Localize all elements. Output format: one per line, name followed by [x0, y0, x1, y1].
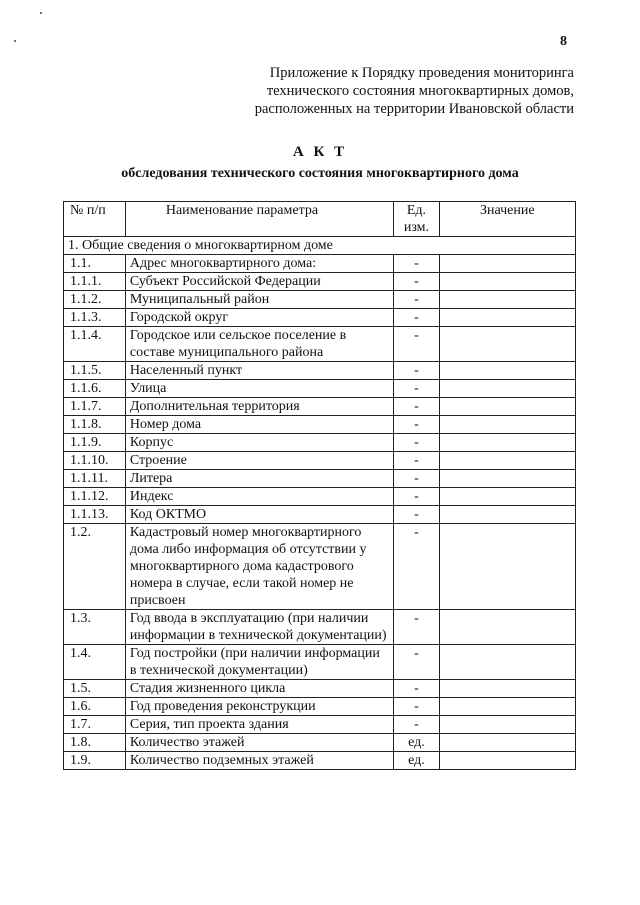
table-row	[64, 380, 576, 398]
row-number: 1.1.2.	[64, 291, 126, 309]
table-row	[64, 309, 576, 327]
row-value	[439, 255, 576, 273]
row-number: 1.1.1.	[64, 273, 126, 291]
row-unit: -	[394, 506, 439, 524]
row-value	[439, 680, 576, 698]
row-parameter: Адрес многоквартирного дома:	[125, 255, 394, 273]
appendix-line: Приложение к Порядку проведения мониторинга	[269, 65, 574, 81]
row-unit: -	[394, 327, 439, 362]
row-parameter: Год проведения реконструкции	[125, 698, 394, 716]
section-row	[64, 237, 576, 255]
row-number: 1.1.12.	[64, 488, 126, 506]
row-value	[439, 380, 576, 398]
header-number: № п/п	[64, 202, 126, 237]
row-value	[439, 716, 576, 734]
row-unit: -	[394, 309, 439, 327]
row-number: 1.9.	[64, 752, 126, 770]
page-number: 8	[560, 34, 567, 49]
row-parameter: Кадастровый номер многоквартирного дома либо информация об отсутствии у многоквартирного дома кадастрового номера в случае, если такой номер не присвоен	[125, 524, 394, 610]
table-row	[64, 452, 576, 470]
row-number: 1.3.	[64, 610, 126, 645]
scan-speck	[14, 40, 16, 42]
row-parameter: Муниципальный район	[125, 291, 394, 309]
row-number: 1.1.7.	[64, 398, 126, 416]
scan-speck	[40, 12, 42, 14]
row-parameter: Количество этажей	[125, 734, 394, 752]
row-parameter: Количество подземных этажей	[125, 752, 394, 770]
row-parameter: Индекс	[125, 488, 394, 506]
row-unit: -	[394, 488, 439, 506]
row-value	[439, 506, 576, 524]
row-number: 1.8.	[64, 734, 126, 752]
row-value	[439, 734, 576, 752]
table-row	[64, 416, 576, 434]
table-row	[64, 327, 576, 362]
row-value	[439, 434, 576, 452]
row-number: 1.7.	[64, 716, 126, 734]
row-number: 1.1.10.	[64, 452, 126, 470]
table-row	[64, 398, 576, 416]
row-number: 1.5.	[64, 680, 126, 698]
row-number: 1.1.4.	[64, 327, 126, 362]
row-value	[439, 291, 576, 309]
row-parameter: Номер дома	[125, 416, 394, 434]
row-parameter: Код ОКТМО	[125, 506, 394, 524]
document-subtitle: обследования технического состояния многоквартирного дома	[121, 166, 519, 181]
table-row	[64, 470, 576, 488]
row-number: 1.1.8.	[64, 416, 126, 434]
row-number: 1.1.5.	[64, 362, 126, 380]
header-unit: Ед. изм.	[394, 202, 439, 237]
row-number: 1.1.11.	[64, 470, 126, 488]
table-row	[64, 680, 576, 698]
row-value	[439, 752, 576, 770]
row-unit: -	[394, 470, 439, 488]
row-parameter: Литера	[125, 470, 394, 488]
row-number: 1.1.9.	[64, 434, 126, 452]
row-unit: -	[394, 698, 439, 716]
table-row	[64, 434, 576, 452]
row-parameter: Городской округ	[125, 309, 394, 327]
row-unit: -	[394, 362, 439, 380]
header-value: Значение	[439, 202, 576, 237]
row-unit: -	[394, 255, 439, 273]
table-row	[64, 506, 576, 524]
row-parameter: Субъект Российской Федерации	[125, 273, 394, 291]
table-row	[64, 488, 576, 506]
row-value	[439, 488, 576, 506]
row-value	[439, 645, 576, 680]
table-row	[64, 524, 576, 610]
row-unit: -	[394, 680, 439, 698]
parameters-table	[63, 201, 576, 770]
table-header-row	[64, 202, 576, 237]
row-value	[439, 698, 576, 716]
row-parameter: Корпус	[125, 434, 394, 452]
row-unit: -	[394, 610, 439, 645]
row-value	[439, 398, 576, 416]
table-row	[64, 362, 576, 380]
row-value	[439, 273, 576, 291]
row-value	[439, 610, 576, 645]
row-parameter: Год ввода в эксплуатацию (при наличии информации в технической документации)	[125, 610, 394, 645]
section-title: 1. Общие сведения о многоквартирном доме	[64, 237, 576, 255]
appendix-line: расположенных на территории Ивановской области	[254, 101, 574, 117]
row-number: 1.1.13.	[64, 506, 126, 524]
row-number: 1.6.	[64, 698, 126, 716]
row-value	[439, 524, 576, 610]
row-number: 1.1.	[64, 255, 126, 273]
row-parameter: Серия, тип проекта здания	[125, 716, 394, 734]
row-unit: ед.	[394, 752, 439, 770]
row-value	[439, 452, 576, 470]
table-row	[64, 255, 576, 273]
table-row	[64, 645, 576, 680]
table-row	[64, 716, 576, 734]
row-unit: -	[394, 416, 439, 434]
row-unit: -	[394, 716, 439, 734]
table-row	[64, 698, 576, 716]
table-row	[64, 273, 576, 291]
row-parameter: Улица	[125, 380, 394, 398]
row-unit: -	[394, 434, 439, 452]
table-row	[64, 610, 576, 645]
row-value	[439, 327, 576, 362]
row-unit: -	[394, 452, 439, 470]
document-title: А К Т	[292, 144, 348, 160]
row-parameter: Городское или сельское поселение в составе муниципального района	[125, 327, 394, 362]
row-number: 1.2.	[64, 524, 126, 610]
row-value	[439, 470, 576, 488]
table-row	[64, 291, 576, 309]
row-number: 1.4.	[64, 645, 126, 680]
row-unit: -	[394, 273, 439, 291]
row-number: 1.1.6.	[64, 380, 126, 398]
row-unit: -	[394, 398, 439, 416]
row-number: 1.1.3.	[64, 309, 126, 327]
row-unit: -	[394, 380, 439, 398]
row-parameter: Населенный пункт	[125, 362, 394, 380]
row-value	[439, 362, 576, 380]
row-parameter: Дополнительная территория	[125, 398, 394, 416]
row-value	[439, 309, 576, 327]
row-parameter: Стадия жизненного цикла	[125, 680, 394, 698]
row-value	[439, 416, 576, 434]
row-unit: ед.	[394, 734, 439, 752]
table-row	[64, 734, 576, 752]
row-unit: -	[394, 524, 439, 610]
row-unit: -	[394, 645, 439, 680]
table-row	[64, 752, 576, 770]
row-parameter: Строение	[125, 452, 394, 470]
appendix-note	[214, 64, 574, 118]
row-parameter: Год постройки (при наличии информации в технической документации)	[125, 645, 394, 680]
header-parameter: Наименование параметра	[125, 202, 394, 237]
row-unit: -	[394, 291, 439, 309]
appendix-line: технического состояния многоквартирных домов,	[266, 83, 574, 99]
